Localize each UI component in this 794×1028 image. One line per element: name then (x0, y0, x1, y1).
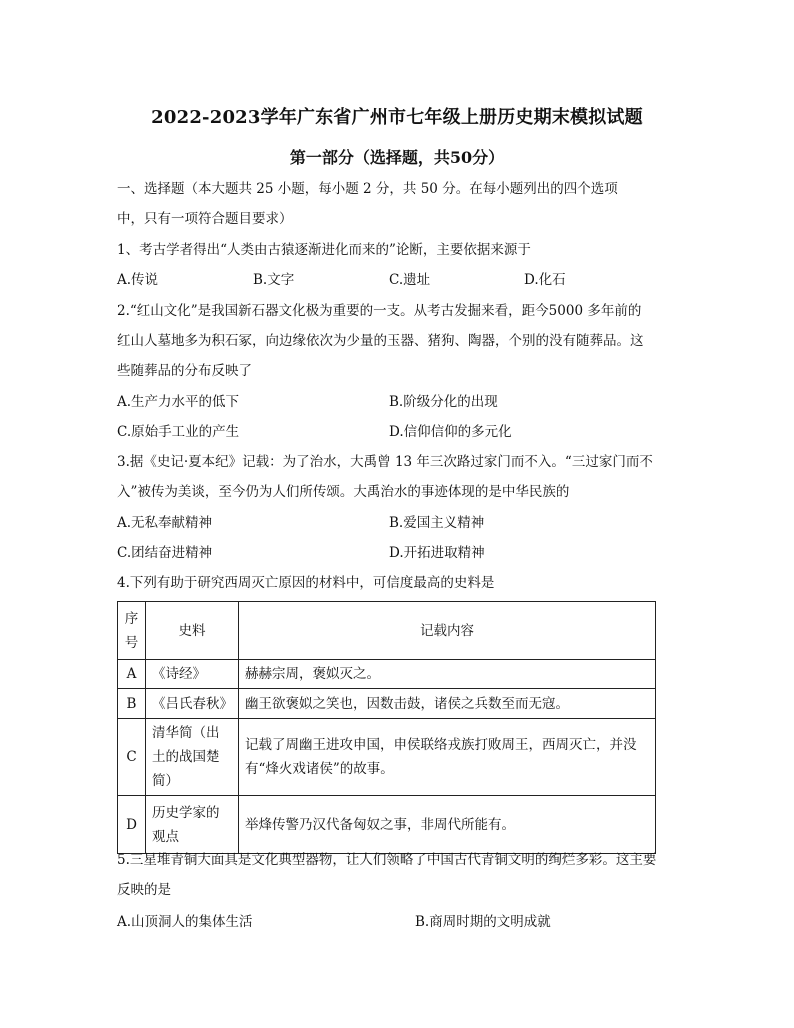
question-4-source-table (117, 601, 656, 854)
question-1-stem: 1、考古学者得出“人类由古猿逐渐进化而来的”论断，主要依据来源于 (117, 242, 531, 258)
question-5-option-a: A.山顶洞人的集体生活 (117, 914, 253, 930)
question-3-option-d: D.开拓进取精神 (389, 545, 485, 561)
question-1-option-d: D.化石 (524, 272, 566, 288)
question-2-option-c: C.原始手工业的产生 (117, 424, 240, 440)
question-3-stem-line-1: 3.据《史记·夏本纪》记载：为了治水，大禹曾 13 年三次路过家门而不入。“三过家门而不 (117, 454, 653, 470)
table-row (118, 719, 656, 796)
question-4-stem: 4.下列有助于研究西周灭亡原因的材料中，可信度最高的史料是 (117, 575, 495, 591)
page-title: 2022-2023学年广东省广州市七年级上册历史期末模拟试题 (151, 107, 643, 128)
question-3-option-c: C.团结奋进精神 (117, 545, 213, 561)
table-cell-source: 《诗经》 (146, 660, 239, 689)
table-row (118, 796, 656, 854)
section-subtitle: 第一部分（选择题，共50分） (289, 148, 505, 167)
question-3-stem-line-2: 入”被传为美谈，至今仍为人们所传颂。大禹治水的事迹体现的是中华民族的 (117, 484, 570, 500)
question-3-option-b: B.爱国主义精神 (389, 515, 485, 531)
question-2-stem-line-2: 红山人墓地多为积石冢，向边缘依次为少量的玉器、猪狗、陶器，个别的没有随葬品。这 (117, 333, 644, 349)
table-header-row (118, 602, 656, 660)
question-1-option-a: A.传说 (117, 272, 159, 288)
table-cell-id: C (118, 719, 146, 796)
table-cell-content: 幽王欲褒姒之笑也，因数击鼓，诸侯之兵数至而无寇。 (239, 689, 656, 719)
table-header-source: 史料 (146, 602, 239, 660)
question-2-stem-line-3: 些随葬品的分布反映了 (117, 363, 252, 379)
question-5-option-b: B.商周时期的文明成就 (415, 914, 551, 930)
table-cell-id: D (118, 796, 146, 854)
table-cell-id: B (118, 689, 146, 719)
section-instructions-line-2: 中，只有一项符合题目要求） (117, 211, 293, 227)
table-cell-content: 举烽传警乃汉代备匈奴之事，非周代所能有。 (239, 796, 656, 854)
section-instructions-line-1: 一、选择题（本大题共 25 小题，每小题 2 分，共 50 分。在每小题列出的四个选项 (117, 181, 618, 197)
table-header-id: 序号 (118, 602, 146, 660)
table-cell-id: A (118, 660, 146, 689)
question-3-option-a: A.无私奉献精神 (117, 515, 213, 531)
table-cell-source: 清华简（出土的战国楚简） (146, 719, 239, 796)
table-row (118, 689, 656, 719)
question-5-stem-line-1: 5.三星堆青铜大面具是文化典型器物，让人们领略了中国古代青铜文明的绚烂多彩。这主要 (117, 852, 657, 868)
question-1-option-b: B.文字 (253, 272, 295, 288)
question-1-option-c: C.遗址 (389, 272, 431, 288)
table-row (118, 660, 656, 689)
question-2-option-a: A.生产力水平的低下 (117, 394, 240, 410)
table-cell-source: 《吕氏春秋》 (146, 689, 239, 719)
question-2-option-b: B.阶级分化的出现 (389, 394, 498, 410)
question-5-stem-line-2: 反映的是 (117, 882, 171, 898)
table-cell-content: 记载了周幽王进攻申国，申侯联络戎族打败周王，西周灭亡，并没有“烽火戏诸侯”的故事。 (239, 719, 656, 796)
table-cell-content: 赫赫宗周，褒姒灭之。 (239, 660, 656, 689)
question-2-option-d: D.信仰信仰的多元化 (389, 424, 512, 440)
question-2-stem-line-1: 2.“红山文化”是我国新石器文化极为重要的一支。从考古发掘来看，距今5000 多年前的 (117, 303, 642, 319)
table-header-content: 记载内容 (239, 602, 656, 660)
table-cell-source: 历史学家的观点 (146, 796, 239, 854)
